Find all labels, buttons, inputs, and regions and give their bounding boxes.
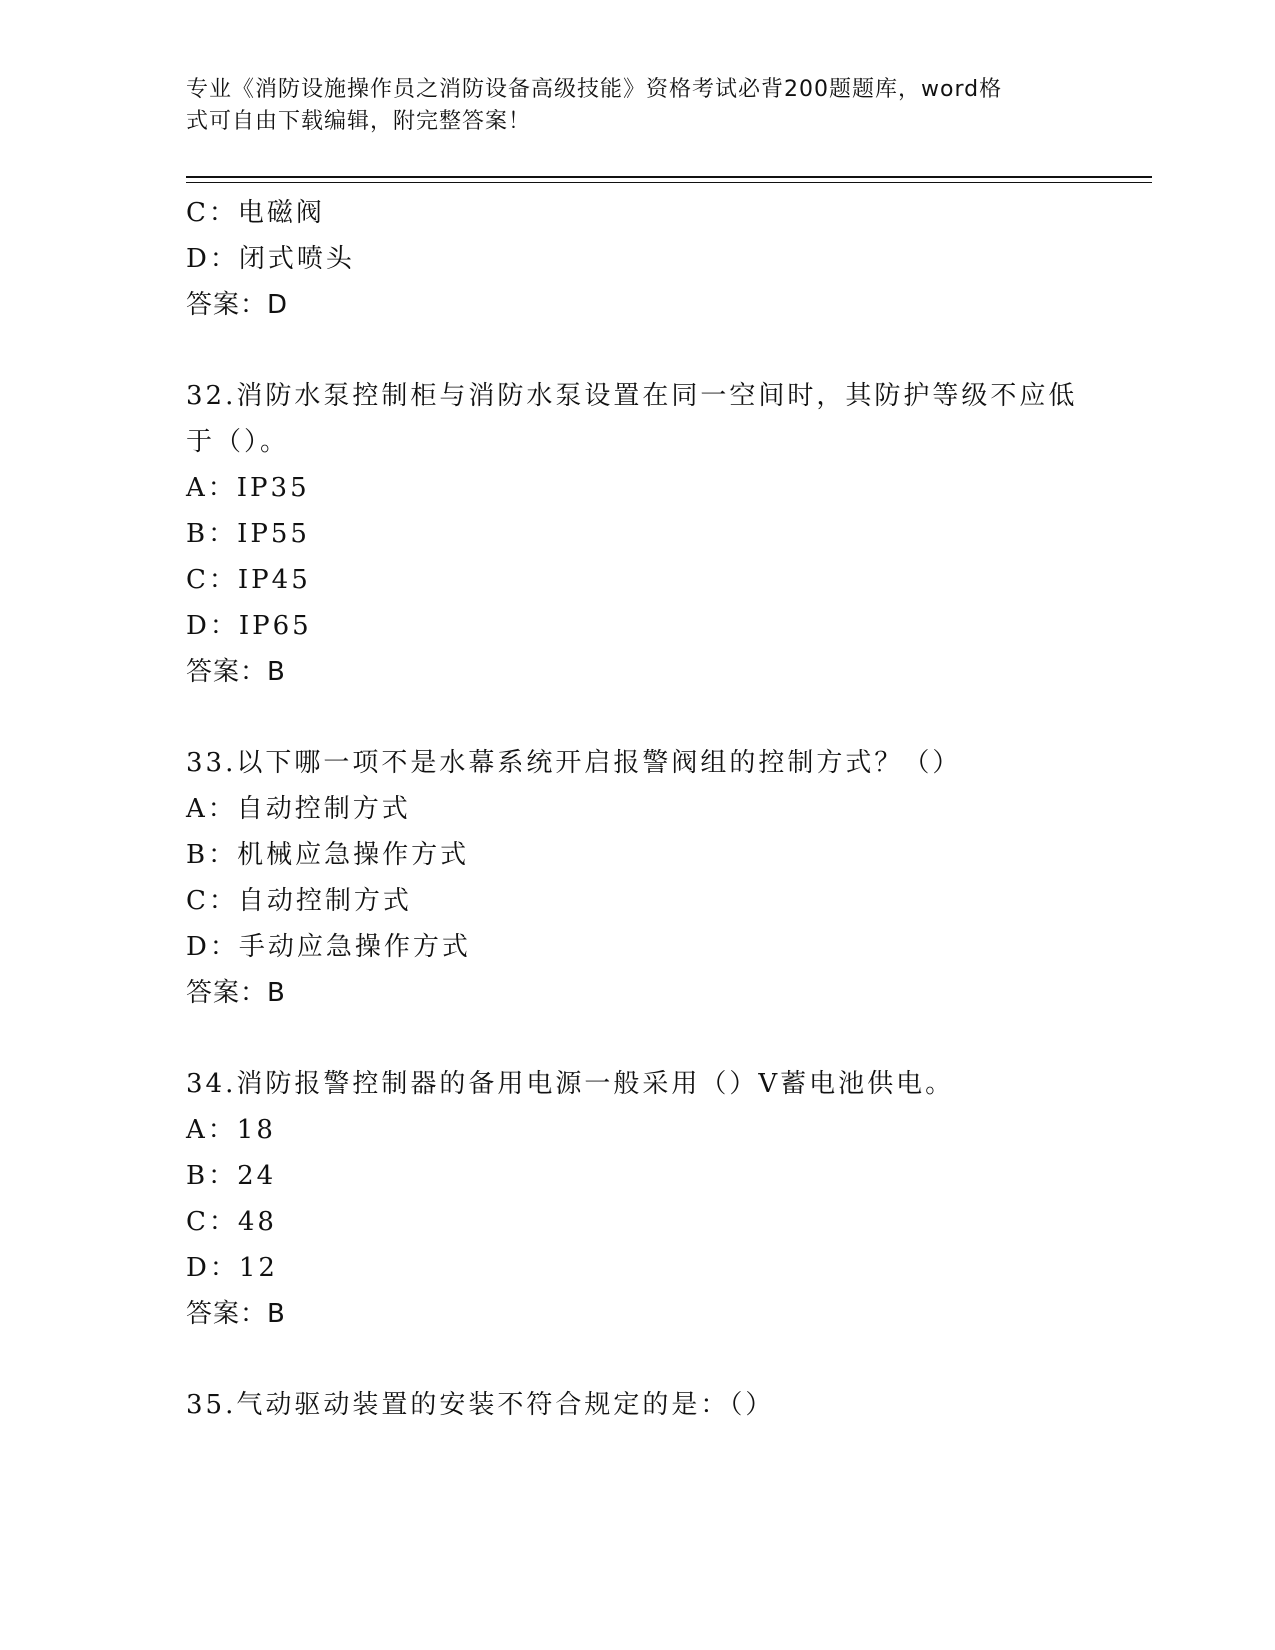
header-line-1: 专业《消防设施操作员之消防设备高级技能》资格考试必背200题题库，word格 [186, 77, 1003, 102]
option-c: C：自动控制方式 [186, 886, 412, 916]
option-b: B：机械应急操作方式 [186, 840, 470, 870]
option-b: B：24 [186, 1161, 277, 1191]
answer-text: 答案：D [186, 290, 289, 320]
header-divider-thin [186, 182, 1152, 183]
option-b: B：IP55 [186, 519, 310, 549]
answer-text: 答案：B [186, 1299, 286, 1329]
header-divider-thick [186, 176, 1152, 178]
question-35 [186, 1382, 1086, 1428]
option-d: D：IP65 [186, 611, 312, 641]
option-c: C：IP45 [186, 565, 311, 595]
question-stem-continued: 于（）。 [186, 427, 290, 457]
spacer [186, 328, 1086, 373]
option-d: D：12 [186, 1253, 278, 1283]
answer-text: 答案：B [186, 657, 286, 687]
option-d: D：闭式喷头 [186, 244, 355, 274]
question-31-tail [186, 190, 1086, 328]
question-34 [186, 1061, 1086, 1337]
spacer [186, 1016, 1086, 1061]
option-a: A：18 [186, 1115, 276, 1145]
answer-text: 答案：B [186, 978, 286, 1008]
question-stem: 34.消防报警控制器的备用电源一般采用（）V蓄电池供电。 [186, 1069, 955, 1099]
question-list [186, 190, 1086, 1428]
question-stem: 33.以下哪一项不是水幕系统开启报警阀组的控制方式？（） [186, 748, 962, 778]
option-d: D：手动应急操作方式 [186, 932, 471, 962]
option-a: A：IP35 [186, 473, 310, 503]
header-line-2: 式可自由下载编辑，附完整答案！ [186, 109, 532, 134]
option-a: A：自动控制方式 [186, 794, 411, 824]
question-33 [186, 740, 1086, 1016]
question-32 [186, 373, 1086, 695]
question-stem: 35.气动驱动装置的安装不符合规定的是：（） [186, 1390, 775, 1420]
option-c: C：48 [186, 1207, 277, 1237]
option-c: C：电磁阀 [186, 198, 325, 228]
document-header [186, 74, 1086, 138]
spacer [186, 695, 1086, 740]
question-stem: 32.消防水泵控制柜与消防水泵设置在同一空间时，其防护等级不应低 [186, 381, 1078, 411]
spacer [186, 1337, 1086, 1382]
